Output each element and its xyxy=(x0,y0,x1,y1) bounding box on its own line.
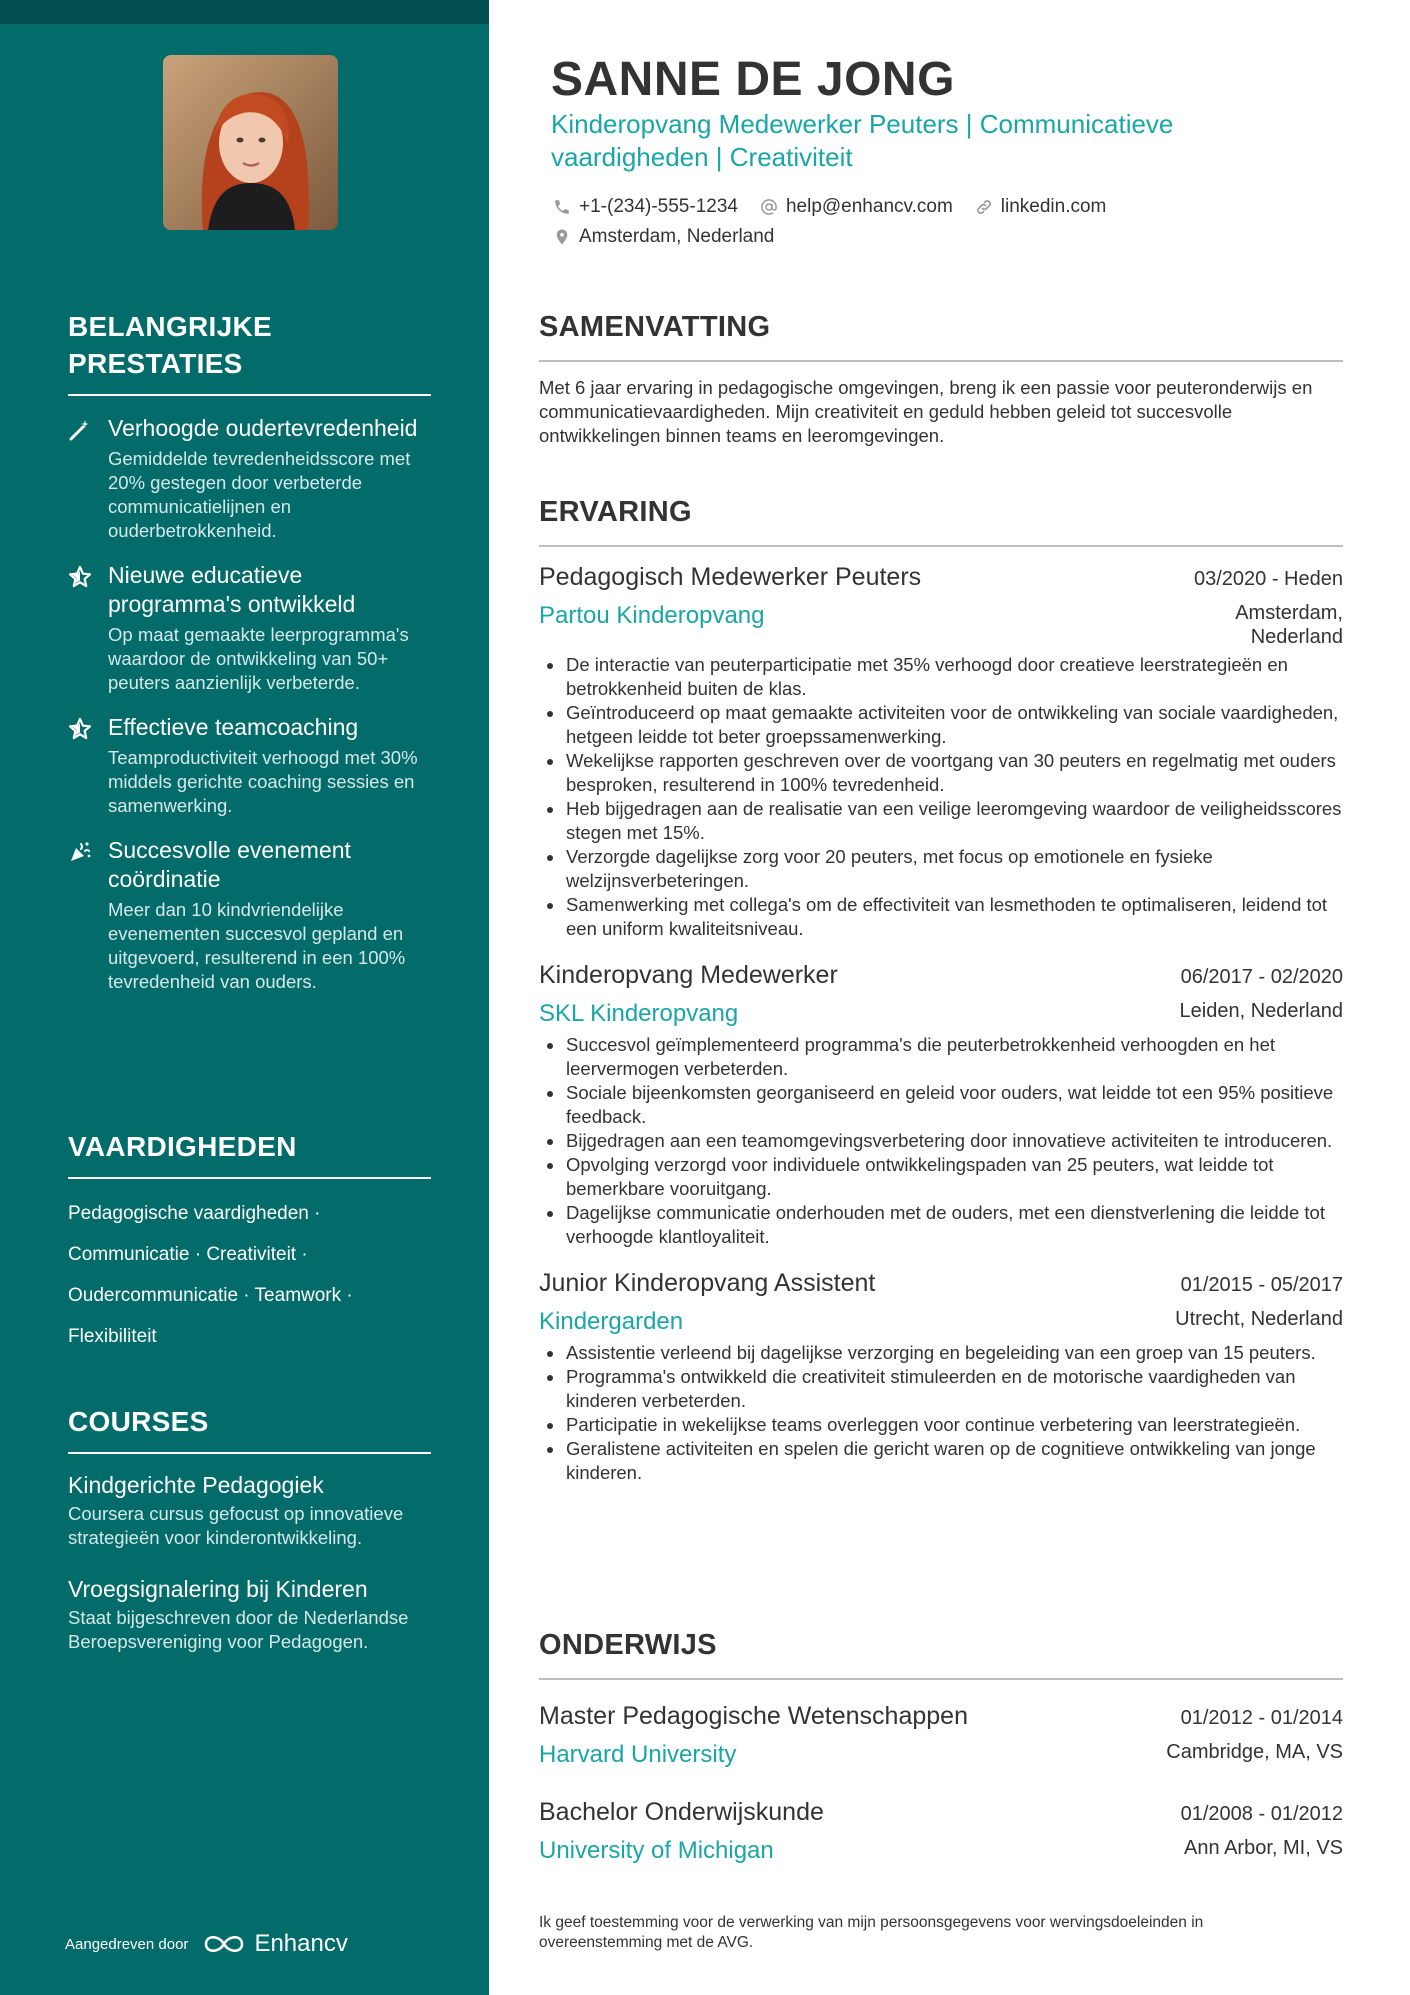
enhancv-brand: Enhancv xyxy=(254,1930,348,1957)
course-item xyxy=(68,1470,431,1550)
skills-list xyxy=(68,1193,431,1357)
education-date: 01/2008 - 01/2012 xyxy=(1180,1803,1343,1825)
job-bullets xyxy=(539,1033,1343,1249)
job-bullets xyxy=(539,653,1343,941)
courses-section xyxy=(68,1403,431,1654)
skills-section xyxy=(68,1128,431,1357)
job-company: SKL Kinderopvang xyxy=(539,1000,739,1027)
powered-label: Aangedreven door xyxy=(65,1935,189,1953)
contact-location xyxy=(553,226,774,248)
summary-title: SAMENVATTING xyxy=(539,308,1343,362)
job-bullet: Assistentie verleend bij dagelijkse verzorging en begeleiding van een groep van 15 peuters. xyxy=(539,1341,1343,1365)
job-entry xyxy=(539,561,1343,941)
job-bullet: De interactie van peuterparticipatie met 35% verhoogd door creatieve leerstrategieën en betrokkenheid buiten de klas. xyxy=(539,653,1343,701)
education-school: University of Michigan xyxy=(539,1837,774,1864)
job-bullet: Programma's ontwikkeld die creativiteit stimuleerden en de motorische vaardigheden van kinderen verbeterden. xyxy=(539,1365,1343,1413)
location-pin-icon xyxy=(553,228,571,246)
star-icon xyxy=(68,565,92,589)
gdpr-consent: Ik geef toestemming voor de verwerking van mijn persoonsgegevens voor wervingsdoeleinden in overeenstemming met de AVG. xyxy=(539,1914,1204,1951)
course-item xyxy=(68,1574,431,1654)
party-icon xyxy=(68,840,92,864)
achievement-title: Succesvolle evenement coördinatie xyxy=(108,837,351,892)
course-title: Kindgerichte Pedagogiek xyxy=(68,1472,324,1498)
at-sign-icon xyxy=(760,198,778,216)
linkedin-text: linkedin.com xyxy=(1000,196,1107,217)
summary-text: Met 6 jaar ervaring in pedagogische omgevingen, breng ik een passie voor peuteronderwijs en communicatievaardigheden. Mijn creativiteit en geduld hebben geleid tot succesvolle ontwikkelingen binnen teams en leeromgevingen. xyxy=(539,377,1313,446)
powered-by xyxy=(65,1930,348,1958)
magic-wand-icon xyxy=(68,418,92,442)
education-school: Harvard University xyxy=(539,1741,737,1768)
education-date: 01/2012 - 01/2014 xyxy=(1180,1707,1343,1729)
course-desc: Staat bijgeschreven door de Nederlandse Beroepsvereniging voor Pedagogen. xyxy=(68,1607,409,1652)
job-bullet: Geïntroduceerd op maat gemaakte activiteiten voor de ontwikkeling van sociale vaardigheden, hetgeen leidde tot beter groepssamenwerking. xyxy=(539,701,1343,749)
job-bullet: Dagelijkse communicatie onderhouden met de ouders, met een dienstverlening die leidde tot verhoogde klantloyaliteit. xyxy=(539,1201,1343,1249)
job-location: Amsterdam, Nederland xyxy=(1235,602,1343,648)
link-icon xyxy=(975,198,993,216)
education-entry xyxy=(539,1796,1343,1866)
job-bullet: Geralistene activiteiten en spelen die gericht waren op de cognitieve ontwikkeling van jonge kinderen. xyxy=(539,1437,1343,1485)
job-bullet: Succesvol geïmplementeerd programma's die peuterbetrokkenheid verhoogden en het leervermogen verbeterden. xyxy=(539,1033,1343,1081)
phone-text: +1-(234)-555-1234 xyxy=(579,196,738,217)
education-degree: Bachelor Onderwijskunde xyxy=(539,1798,824,1826)
sidebar xyxy=(0,0,489,1995)
job-bullet: Heb bijgedragen aan de realisatie van een veilige leeromgeving waardoor de veiligheidsscores stegen met 15%. xyxy=(539,797,1343,845)
education-entry xyxy=(539,1700,1343,1770)
summary-section xyxy=(539,308,1343,448)
achievement-desc: Op maat gemaakte leerprogramma's waardoor de ontwikkeling van 50+ peuters aanzienlijk verbeterde. xyxy=(108,624,409,693)
job-bullet: Verzorgde dagelijkse zorg voor 20 peuters, met focus op emotionele en fysieke welzijnsverbeteringen. xyxy=(539,845,1343,893)
achievement-item xyxy=(68,836,431,994)
course-title: Vroegsignalering bij Kinderen xyxy=(68,1576,368,1602)
education-location: Cambridge, MA, VS xyxy=(1166,1741,1343,1763)
achievement-title: Verhoogde oudertevredenheid xyxy=(108,415,418,441)
job-bullet: Participatie in wekelijkse teams overleggen voor continue verbetering van leerstrategieën. xyxy=(539,1413,1343,1437)
job-title: Kinderopvang Medewerker xyxy=(539,961,838,989)
job-title: Junior Kinderopvang Assistent xyxy=(539,1269,876,1297)
job-bullet: Samenwerking met collega's om de effectiviteit van lesmethoden te optimaliseren, leidend tot een uniform kwaliteitsniveau. xyxy=(539,893,1343,941)
experience-section xyxy=(539,493,1343,1485)
contact-linkedin[interactable] xyxy=(975,196,1107,218)
job-bullet: Sociale bijeenkomsten georganiseerd en geleid voor ouders, wat leidde tot een 95% positieve feedback. xyxy=(539,1081,1343,1129)
job-date: 01/2015 - 05/2017 xyxy=(1180,1274,1343,1296)
education-section xyxy=(539,1626,1343,1866)
experience-title: ERVARING xyxy=(539,493,1343,547)
job-bullet: Opvolging verzorgd voor individuele ontwikkelingspaden van 25 peuters, wat leidde tot bemerkbare vooruitgang. xyxy=(539,1153,1343,1201)
job-date: 03/2020 - Heden xyxy=(1193,568,1343,590)
enhancv-logo[interactable] xyxy=(202,1930,347,1958)
education-location: Ann Arbor, MI, VS xyxy=(1184,1837,1343,1859)
profile-photo xyxy=(163,55,338,230)
job-entry xyxy=(539,1267,1343,1485)
job-date: 06/2017 - 02/2020 xyxy=(1180,966,1343,988)
contact-phone[interactable] xyxy=(553,196,738,218)
job-location: Utrecht, Nederland xyxy=(1175,1308,1343,1330)
skills-title: VAARDIGHEDEN xyxy=(68,1128,431,1179)
job-entry xyxy=(539,959,1343,1249)
achievement-desc: Gemiddelde tevredenheidsscore met 20% gestegen door verbeterde communicatielijnen en ouderbetrokkenheid. xyxy=(108,448,411,541)
achievement-title: Nieuwe educatieve programma's ontwikkeld xyxy=(108,562,356,617)
achievement-item xyxy=(68,713,431,818)
achievements-title: BELANGRIJKE PRESTATIES xyxy=(68,308,431,396)
job-bullets xyxy=(539,1341,1343,1485)
skill-line: Pedagogische vaardigheden · xyxy=(68,1203,321,1224)
skill-line: Oudercommunicatie · Teamwork · xyxy=(68,1285,353,1306)
candidate-headline: Kinderopvang Medewerker Peuters | Communicatieve vaardigheden | Creativiteit xyxy=(551,109,1174,172)
achievement-desc: Teamproductiviteit verhoogd met 30% middels gerichte coaching sessies en samenwerking. xyxy=(108,747,418,816)
job-bullet: Bijgedragen aan een teamomgevingsverbetering door innovatieve activiteiten te introduceren. xyxy=(539,1129,1343,1153)
achievement-item xyxy=(68,414,431,543)
star-icon xyxy=(68,717,92,741)
phone-icon xyxy=(553,198,571,216)
contact-info xyxy=(553,192,1333,252)
courses-title: COURSES xyxy=(68,1403,431,1454)
contact-email[interactable] xyxy=(760,196,953,218)
skill-line: Communicatie · Creativiteit · xyxy=(68,1244,308,1265)
job-title: Pedagogisch Medewerker Peuters xyxy=(539,563,922,591)
education-title: ONDERWIJS xyxy=(539,1626,1343,1680)
achievement-title: Effectieve teamcoaching xyxy=(108,714,359,740)
education-degree: Master Pedagogische Wetenschappen xyxy=(539,1702,968,1730)
location-text: Amsterdam, Nederland xyxy=(579,226,775,247)
email-text: help@enhancv.com xyxy=(785,196,953,217)
achievements-section xyxy=(68,308,431,994)
course-desc: Coursera cursus gefocust op innovatieve strategieën voor kinderontwikkeling. xyxy=(68,1503,404,1548)
job-company: Partou Kinderopvang xyxy=(539,602,765,629)
skill-line: Flexibiliteit xyxy=(68,1326,157,1347)
achievement-desc: Meer dan 10 kindvriendelijke evenementen succesvol gepland en uitgevoerd, resulterend in een 100% tevredenheid van ouders. xyxy=(108,899,406,992)
job-bullet: Wekelijkse rapporten geschreven over de voortgang van 30 peuters en regelmatig met ouders besproken, resulterend in 100% tevredenheid. xyxy=(539,749,1343,797)
candidate-name: SANNE DE JONG xyxy=(551,53,955,106)
job-location: Leiden, Nederland xyxy=(1179,1000,1343,1022)
achievement-item xyxy=(68,561,431,695)
sidebar-top-band xyxy=(0,0,489,24)
job-company: Kindergarden xyxy=(539,1308,684,1335)
enhancv-logo-icon xyxy=(202,1932,246,1956)
